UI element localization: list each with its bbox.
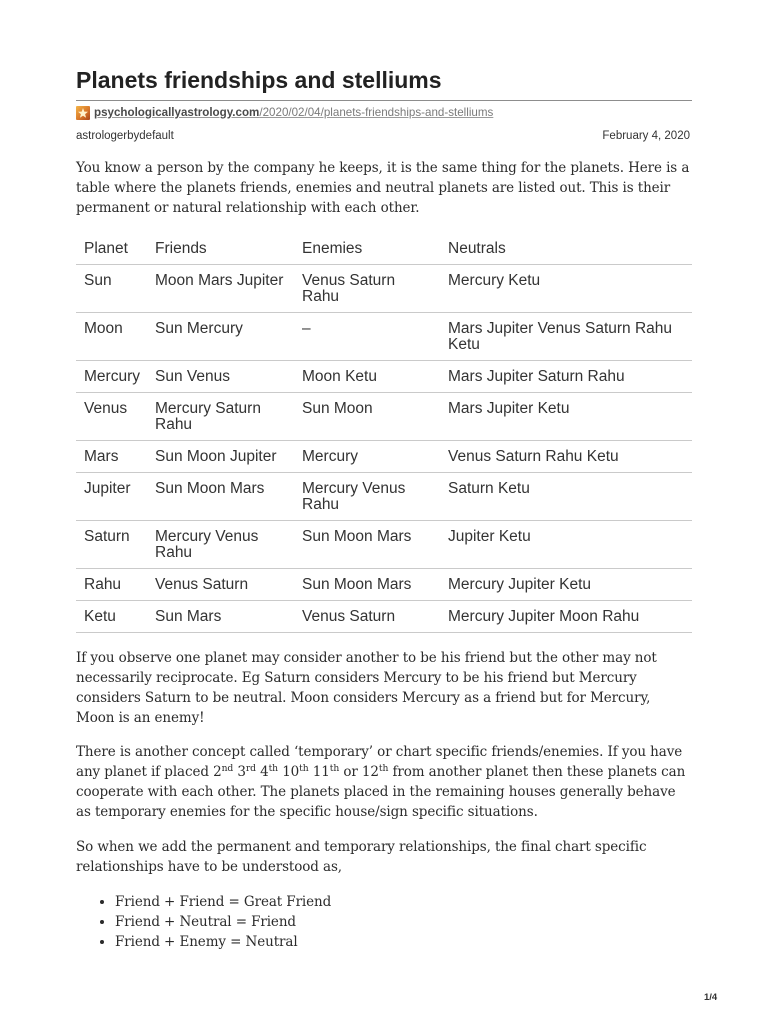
favicon-star-icon bbox=[76, 106, 90, 120]
cell-text-friends: Sun Mercury bbox=[155, 319, 243, 337]
table-row bbox=[76, 361, 692, 393]
table-cell-neutrals bbox=[440, 521, 692, 569]
table-cell-friends bbox=[147, 441, 294, 473]
combination-rules-list bbox=[76, 892, 692, 952]
table-row bbox=[76, 601, 692, 633]
article-meta bbox=[76, 129, 690, 143]
cell-text-enemies: Sun Moon bbox=[302, 399, 373, 417]
article-title: Planets friendships and stelliums bbox=[76, 67, 442, 93]
list-item: • Friend + Enemy = Neutral bbox=[115, 932, 692, 952]
cell-text-friends: Sun Moon Jupiter bbox=[155, 447, 277, 465]
reciprocity-paragraph bbox=[76, 648, 692, 728]
text-run: 11 bbox=[308, 764, 330, 780]
header-neutrals bbox=[440, 233, 692, 265]
table-cell-neutrals bbox=[440, 393, 692, 441]
table-cell-friends bbox=[147, 393, 294, 441]
reciprocity-line: necessarily reciprocate. Eg Saturn considers Mercury to be his friend but Mercury bbox=[76, 670, 637, 686]
cell-text-planet: Venus bbox=[84, 399, 128, 417]
table-cell-enemies bbox=[294, 313, 440, 361]
cell-text-enemies: Mercury Venus Rahu bbox=[302, 479, 406, 513]
table-cell-friends bbox=[147, 265, 294, 313]
cell-text-neutrals: Jupiter Ketu bbox=[448, 527, 531, 545]
intro-paragraph bbox=[76, 158, 692, 218]
ordinal-suffix: rd bbox=[245, 762, 256, 774]
table-row bbox=[76, 521, 692, 569]
text-run: 3 bbox=[233, 764, 246, 780]
cell-text-enemies: Sun Moon Mars bbox=[302, 527, 412, 545]
header-planet bbox=[76, 233, 147, 265]
table-cell-planet bbox=[76, 361, 147, 393]
text-run: any planet if placed 2 bbox=[76, 764, 222, 780]
table-cell-enemies bbox=[294, 601, 440, 633]
table-cell-neutrals bbox=[440, 265, 692, 313]
ordinal-suffix: th bbox=[329, 762, 340, 774]
temporary-line-ordinals bbox=[76, 762, 692, 782]
cell-text-enemies: Venus Saturn Rahu bbox=[302, 271, 396, 305]
cell-text-friends: Moon Mars Jupiter bbox=[155, 271, 284, 289]
table-cell-neutrals bbox=[440, 569, 692, 601]
source-url-link[interactable] bbox=[94, 106, 493, 120]
table-cell-enemies bbox=[294, 473, 440, 521]
reciprocity-line: considers Saturn to be neutral. Moon considers Mercury as a friend but for Mercury, bbox=[76, 690, 651, 706]
table-row bbox=[76, 569, 692, 601]
cell-text-neutrals: Mars Jupiter Venus Saturn Rahu Ketu bbox=[448, 319, 673, 353]
cell-text-planet: Mercury bbox=[84, 367, 140, 385]
combined-line: relationships have to be understood as, bbox=[76, 859, 342, 875]
table-cell-friends bbox=[147, 601, 294, 633]
cell-text-planet: Sun bbox=[84, 271, 112, 289]
header-enemies bbox=[294, 233, 440, 265]
table-cell-planet bbox=[76, 473, 147, 521]
table-cell-enemies bbox=[294, 393, 440, 441]
table-cell-friends bbox=[147, 361, 294, 393]
table-cell-planet bbox=[76, 521, 147, 569]
cell-text-neutrals: Mars Jupiter Ketu bbox=[448, 399, 570, 417]
table-cell-neutrals bbox=[440, 601, 692, 633]
header-neutrals-label: Neutrals bbox=[448, 239, 506, 257]
table-row bbox=[76, 313, 692, 361]
intro-line: table where the planets friends, enemies and neutral planets are listed out. This is their bbox=[76, 180, 671, 196]
table-cell-neutrals bbox=[440, 313, 692, 361]
cell-text-planet: Rahu bbox=[84, 575, 122, 593]
reciprocity-line: If you observe one planet may consider another to be his friend but the other may not bbox=[76, 650, 657, 666]
table-row bbox=[76, 473, 692, 521]
cell-text-friends: Mercury Saturn Rahu bbox=[155, 399, 261, 433]
temporary-line: cooperate with each other. The planets placed in the remaining houses generally behave bbox=[76, 784, 676, 800]
cell-text-planet: Jupiter bbox=[84, 479, 131, 497]
cell-text-enemies: – bbox=[302, 319, 311, 337]
cell-text-planet: Saturn bbox=[84, 527, 130, 545]
table-cell-enemies bbox=[294, 441, 440, 473]
cell-text-enemies: Sun Moon Mars bbox=[302, 575, 412, 593]
combined-paragraph bbox=[76, 837, 692, 877]
cell-text-friends: Mercury Venus Rahu bbox=[155, 527, 259, 561]
cell-text-friends: Venus Saturn bbox=[155, 575, 249, 593]
cell-text-neutrals: Mercury Ketu bbox=[448, 271, 541, 289]
header-enemies-label: Enemies bbox=[302, 239, 363, 257]
cell-text-neutrals: Mercury Jupiter Moon Rahu bbox=[448, 607, 640, 625]
cell-text-planet: Ketu bbox=[84, 607, 116, 625]
cell-text-enemies: Mercury bbox=[302, 447, 358, 465]
table-cell-planet bbox=[76, 441, 147, 473]
publish-date: February 4, 2020 bbox=[602, 130, 690, 142]
author-name: astrologerbydefault bbox=[76, 130, 174, 142]
table-cell-planet bbox=[76, 569, 147, 601]
intro-line: permanent or natural relationship with each other. bbox=[76, 200, 420, 216]
site-favicon-icon bbox=[76, 106, 90, 120]
text-run: 4 bbox=[255, 764, 269, 780]
table-cell-planet bbox=[76, 393, 147, 441]
table-cell-planet bbox=[76, 313, 147, 361]
cell-text-friends: Sun Moon Mars bbox=[155, 479, 265, 497]
table-row bbox=[76, 265, 692, 313]
cell-text-neutrals: Mercury Jupiter Ketu bbox=[448, 575, 591, 593]
table-cell-planet bbox=[76, 601, 147, 633]
cell-text-enemies: Venus Saturn bbox=[302, 607, 396, 625]
table-cell-enemies bbox=[294, 521, 440, 569]
planet-relationship-table bbox=[76, 233, 692, 633]
temporary-paragraph bbox=[76, 742, 692, 822]
table-cell-friends bbox=[147, 521, 294, 569]
intro-line: You know a person by the company he keeps, it is the same thing for the planets. Here is a bbox=[76, 160, 690, 176]
cell-text-neutrals: Mars Jupiter Saturn Rahu bbox=[448, 367, 625, 385]
header-friends bbox=[147, 233, 294, 265]
list-item: • Friend + Neutral = Friend bbox=[115, 912, 692, 932]
table-row bbox=[76, 393, 692, 441]
table-cell-enemies bbox=[294, 361, 440, 393]
reciprocity-line: Moon is an enemy! bbox=[76, 710, 205, 726]
combined-line: So when we add the permanent and temporary relationships, the final chart specific bbox=[76, 839, 647, 855]
table-cell-enemies bbox=[294, 569, 440, 601]
temporary-line: as temporary enemies for the specific house/sign specific situations. bbox=[76, 804, 538, 820]
table-cell-friends bbox=[147, 569, 294, 601]
header-planet-label: Planet bbox=[84, 239, 128, 257]
ordinal-suffix: th bbox=[299, 762, 309, 774]
header-friends-label: Friends bbox=[155, 239, 207, 257]
table-cell-planet bbox=[76, 265, 147, 313]
ordinal-suffix: th bbox=[268, 762, 278, 774]
source-domain[interactable]: psychologicallyastrology.com bbox=[94, 106, 260, 119]
table-cell-neutrals bbox=[440, 473, 692, 521]
table-row bbox=[76, 441, 692, 473]
text-run: or 12 bbox=[339, 764, 379, 780]
cell-text-planet: Moon bbox=[84, 319, 123, 337]
table-cell-neutrals bbox=[440, 361, 692, 393]
source-row bbox=[76, 106, 692, 120]
table-header-row bbox=[76, 233, 692, 265]
cell-text-friends: Sun Venus bbox=[155, 367, 230, 385]
table-cell-friends bbox=[147, 313, 294, 361]
cell-text-friends: Sun Mars bbox=[155, 607, 222, 625]
table-cell-enemies bbox=[294, 265, 440, 313]
list-item: • Friend + Friend = Great Friend bbox=[115, 892, 692, 912]
cell-text-planet: Mars bbox=[84, 447, 119, 465]
temporary-line: There is another concept called ‘temporary’ or chart specific friends/enemies. If you have bbox=[76, 744, 683, 760]
text-run: from another planet then these planets can bbox=[388, 764, 686, 780]
text-run: 10 bbox=[278, 764, 300, 780]
ordinal-suffix: nd bbox=[221, 762, 234, 774]
page-number: 1/4 bbox=[704, 992, 718, 1003]
cell-text-neutrals: Saturn Ketu bbox=[448, 479, 530, 497]
table-cell-neutrals bbox=[440, 441, 692, 473]
cell-text-enemies: Moon Ketu bbox=[302, 367, 377, 385]
ordinal-suffix: th bbox=[378, 762, 389, 774]
table-cell-friends bbox=[147, 473, 294, 521]
cell-text-neutrals: Venus Saturn Rahu Ketu bbox=[448, 447, 619, 465]
title-divider bbox=[76, 100, 692, 101]
table-body bbox=[76, 265, 692, 633]
source-path[interactable]: /2020/02/04/planets-friendships-and-stelliums bbox=[259, 106, 494, 119]
